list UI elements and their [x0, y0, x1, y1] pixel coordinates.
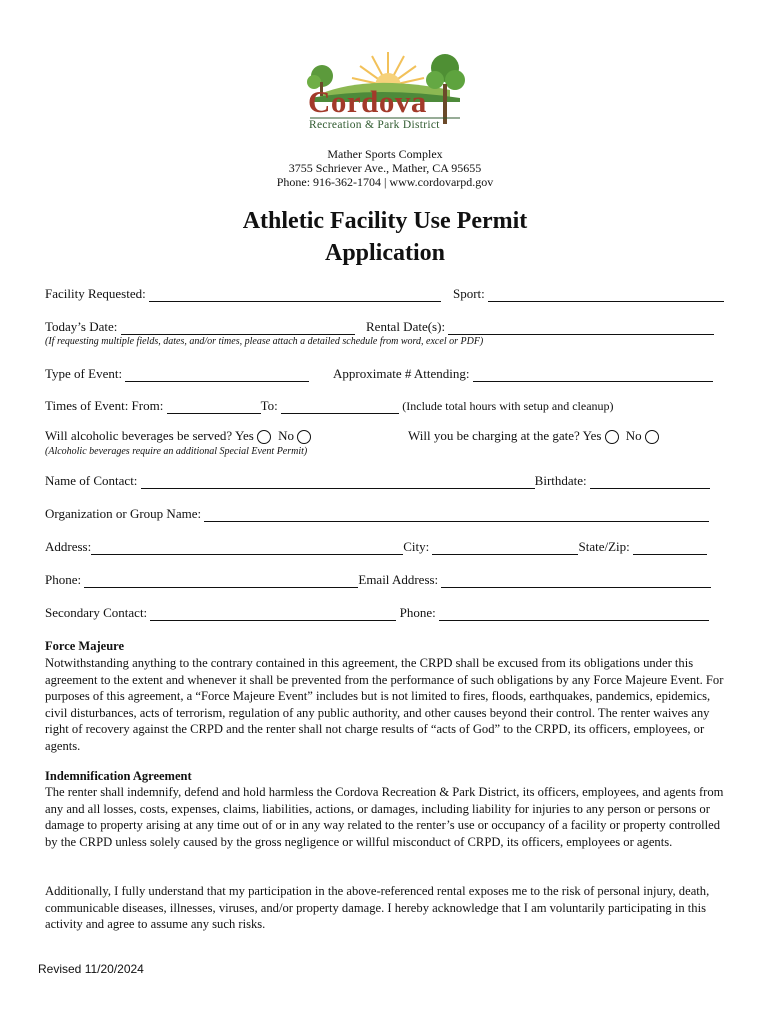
force-majeure-text: Notwithstanding anything to the contrary contained in this agreement, the CRPD shall be excused from its obligations under this agreement to the extent and whenever it shall be prevented from the performance of such obligations by any Force Majeure Event. For purposes of this agreement, a “Force Majeure Event” includes but is not limited to fires, floods, earthquakes, pandemics, epidemics, civil disturbances, acts of terrorism, regulation of any public authority, and other causes beyond their control. The renter waives any right of recovery against the CRPD and the renter shall not charge results of “acts of God” to the CRPD, its officers, employees, or agents. — [45, 656, 724, 753]
todays-date-row — [45, 319, 355, 335]
gate-row — [408, 428, 659, 444]
time-to-field[interactable] — [281, 400, 399, 414]
city-field[interactable] — [432, 541, 578, 555]
logo-subtitle: Recreation & Park District — [309, 119, 440, 131]
logo-wordmark: Cordova — [308, 84, 427, 119]
location-contact: Phone: 916-362-1704 | www.cordovarpd.gov — [276, 175, 494, 189]
location-address: 3755 Schriever Ave., Mather, CA 95655 — [288, 161, 482, 175]
phone-label: Phone: — [45, 572, 82, 587]
state-zip-label: State/Zip: — [578, 539, 630, 554]
alcohol-no-label: No — [278, 428, 295, 443]
time-from-field[interactable] — [167, 400, 261, 414]
alcohol-question: Will alcoholic beverages be served? — [45, 428, 233, 443]
include-hours-note: (Include total hours with setup and cleanup) — [402, 399, 614, 413]
secondary-contact-field[interactable] — [150, 607, 396, 621]
approx-attending-field[interactable] — [473, 368, 713, 382]
gate-yes-radio[interactable] — [605, 430, 619, 444]
page-title-line2: Application — [324, 240, 446, 266]
birthdate-field[interactable] — [590, 475, 710, 489]
todays-date-label: Today’s Date: — [45, 319, 118, 334]
city-label: City: — [403, 539, 430, 554]
alcohol-row — [45, 428, 311, 444]
facility-requested-field[interactable] — [149, 288, 441, 302]
contact-name-field[interactable] — [141, 475, 535, 489]
gate-yes-label: Yes — [582, 428, 602, 443]
alcohol-yes-label: Yes — [234, 428, 254, 443]
force-majeure-heading: Force Majeure — [45, 639, 125, 653]
indemnification-heading: Indemnification Agreement — [45, 769, 192, 783]
secondary-contact-row — [45, 605, 709, 621]
times-to-label: To: — [260, 398, 278, 413]
risk-acknowledgement-text: Additionally, I fully understand that my participation in the above-referenced rental exposes me to the risk of personal injury, death, communicable diseases, illnesses, viruses, and/or property damage. I hereby acknowledge that I am voluntarily participating in this activity and agree to assume any such risks. — [45, 884, 710, 932]
facility-requested-row — [45, 286, 441, 302]
approx-attending-row — [333, 366, 713, 382]
gate-question: Will you be charging at the gate? — [408, 428, 580, 443]
gate-no-label: No — [625, 428, 642, 443]
organization-row — [45, 506, 709, 522]
gate-no-radio[interactable] — [645, 430, 659, 444]
phone-row — [45, 572, 711, 588]
location-name: Mather Sports Complex — [327, 147, 443, 161]
rental-dates-label: Rental Date(s): — [366, 319, 446, 334]
birthdate-label: Birthdate: — [534, 473, 587, 488]
approx-attending-label: Approximate # Attending: — [333, 366, 470, 381]
rental-dates-field[interactable] — [448, 321, 714, 335]
page-title: Athletic Facility Use Permit — [242, 208, 528, 234]
rental-dates-row — [366, 319, 714, 335]
address-label: Address: — [45, 539, 92, 554]
phone-field[interactable] — [84, 574, 358, 588]
times-from-label: Times of Event: From: — [45, 398, 164, 413]
type-of-event-row — [45, 366, 309, 382]
organization-field[interactable] — [204, 508, 709, 522]
type-of-event-field[interactable] — [125, 368, 309, 382]
times-of-event-row — [45, 398, 614, 414]
sport-field[interactable] — [488, 288, 724, 302]
alcohol-permit-note: (Alcoholic beverages require an additional Special Event Permit) — [45, 446, 308, 457]
secondary-phone-field[interactable] — [439, 607, 709, 621]
address-row — [45, 539, 707, 555]
alcohol-yes-radio[interactable] — [257, 430, 271, 444]
type-of-event-label: Type of Event: — [45, 366, 123, 381]
sport-label: Sport: — [453, 286, 485, 301]
indemnification-text: The renter shall indemnify, defend and hold harmless the Cordova Recreation & Park District, its officers, employees, and agents from any and all losses, costs, expenses, claims, liabilities, actions, or damages, including liability for injuries to any person or persons or damage to property arising at any time out of or in any way related to the renter’s use or occupancy of a facility or property controlled by the CRPD unless solely caused by the gross negligence or willful misconduct of CRPD, its officers, employees or agents. — [45, 785, 724, 849]
organization-label: Organization or Group Name: — [45, 506, 202, 521]
secondary-contact-label: Secondary Contact: — [45, 605, 148, 620]
email-field[interactable] — [441, 574, 711, 588]
todays-date-field[interactable] — [121, 321, 355, 335]
secondary-phone-label: Phone: — [399, 605, 436, 620]
alcohol-no-radio[interactable] — [297, 430, 311, 444]
state-zip-field[interactable] — [633, 541, 707, 555]
email-label: Email Address: — [358, 572, 439, 587]
sport-row — [453, 286, 724, 302]
contact-name-label: Name of Contact: — [45, 473, 138, 488]
contact-name-row — [45, 473, 710, 489]
facility-requested-label: Facility Requested: — [45, 286, 146, 301]
revision-date: Revised 11/20/2024 — [38, 962, 144, 976]
multiple-requests-note: (If requesting multiple fields, dates, and/or times, please attach a detailed schedule from word, excel or PDF) — [45, 336, 484, 347]
address-field[interactable] — [91, 541, 403, 555]
